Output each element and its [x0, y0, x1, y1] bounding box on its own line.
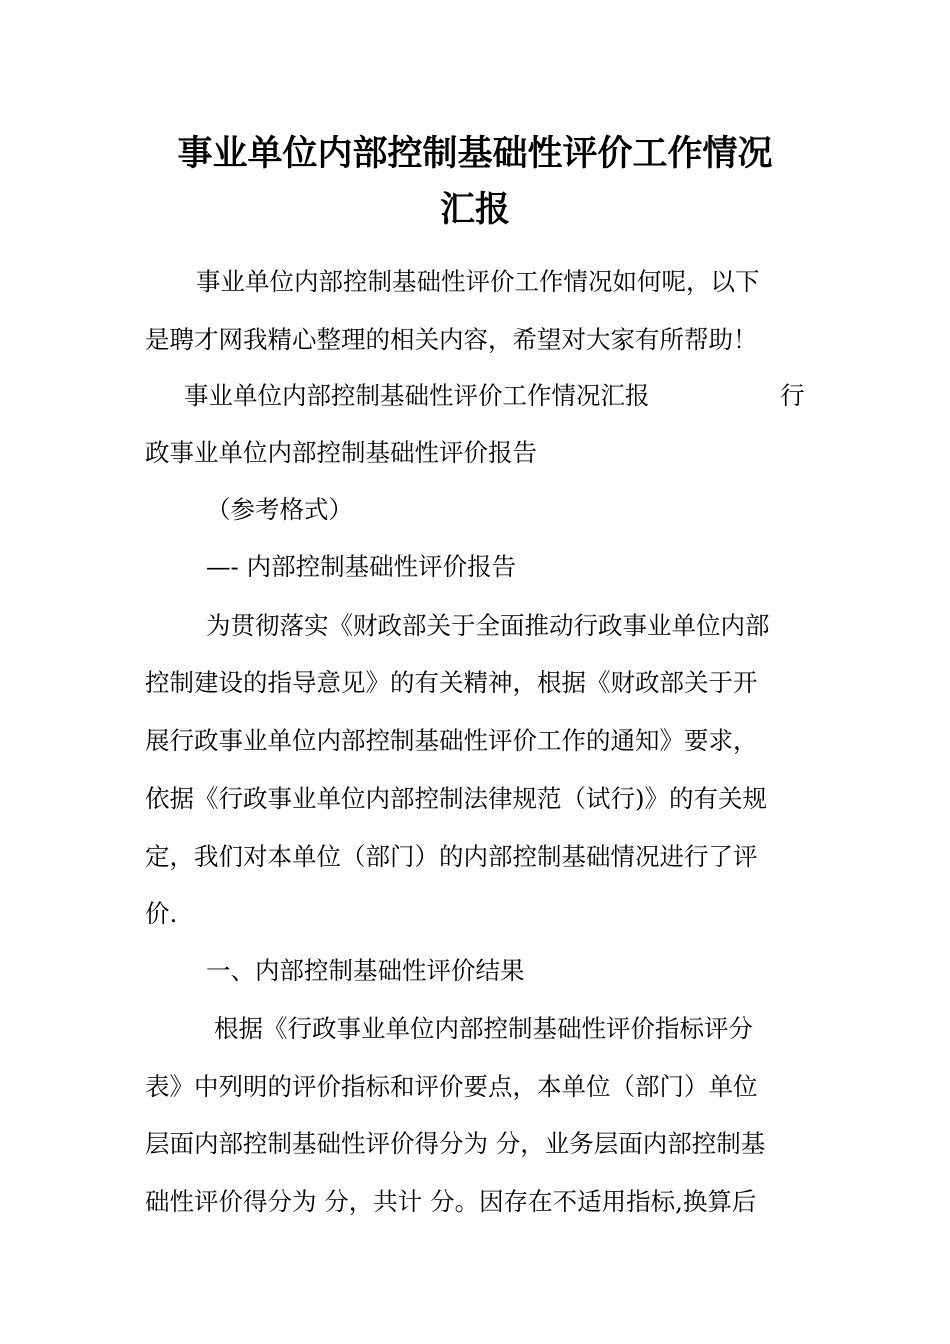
paragraph-basis-line-4: 依据《行政事业单位内部控制法律规范（试行)》的有关规 — [145, 784, 768, 813]
paragraph-report-title-left: 事业单位内部控制基础性评价工作情况汇报 — [184, 381, 650, 410]
paragraph-report-title-line-2: 政事业单位内部控制基础性评价报告 — [145, 438, 537, 467]
paragraph-basis-line-5: 定，我们对本单位（部门）的内部控制基础情况进行了评 — [145, 842, 758, 871]
document-title-line-1: 事业单位内部控制基础性评价工作情况 — [177, 134, 773, 174]
paragraph-result-line-2: 表》中列明的评价指标和评价要点，本单位（部门）单位 — [145, 1072, 758, 1101]
paragraph-intro-line-2: 是聘才网我精心整理的相关内容，希望对大家有所帮助！ — [145, 325, 758, 354]
paragraph-intro-line-1: 事业单位内部控制基础性评价工作情况如何呢，以下 — [196, 267, 760, 296]
paragraph-basis-line-2: 控制建设的指导意见》的有关精神，根据《财政部关于开 — [145, 668, 758, 697]
paragraph-basis-line-6: 价. — [145, 899, 178, 928]
paragraph-result-line-3: 层面内部控制基础性评价得分为 分，业务层面内部控制基 — [145, 1129, 766, 1158]
report-subtitle: —- 内部控制基础性评价报告 — [206, 552, 517, 581]
document-title-line-2: 汇报 — [439, 190, 510, 230]
paragraph-result-line-1: 根据《行政事业单位内部控制基础性评价指标评分 — [214, 1014, 753, 1043]
paragraph-report-title-right: 行 — [780, 381, 805, 410]
reference-format-note: （参考格式） — [206, 495, 353, 524]
section-heading-1: 一、内部控制基础性评价结果 — [206, 956, 525, 985]
paragraph-basis-line-3: 展行政事业单位内部控制基础性评价工作的通知》要求， — [145, 726, 758, 755]
paragraph-basis-line-1: 为贯彻落实《财政部关于全面推动行政事业单位内部 — [206, 611, 770, 640]
paragraph-result-line-4: 础性评价得分为 分，共计 分。因存在不适用指标,换算后 — [145, 1187, 757, 1216]
